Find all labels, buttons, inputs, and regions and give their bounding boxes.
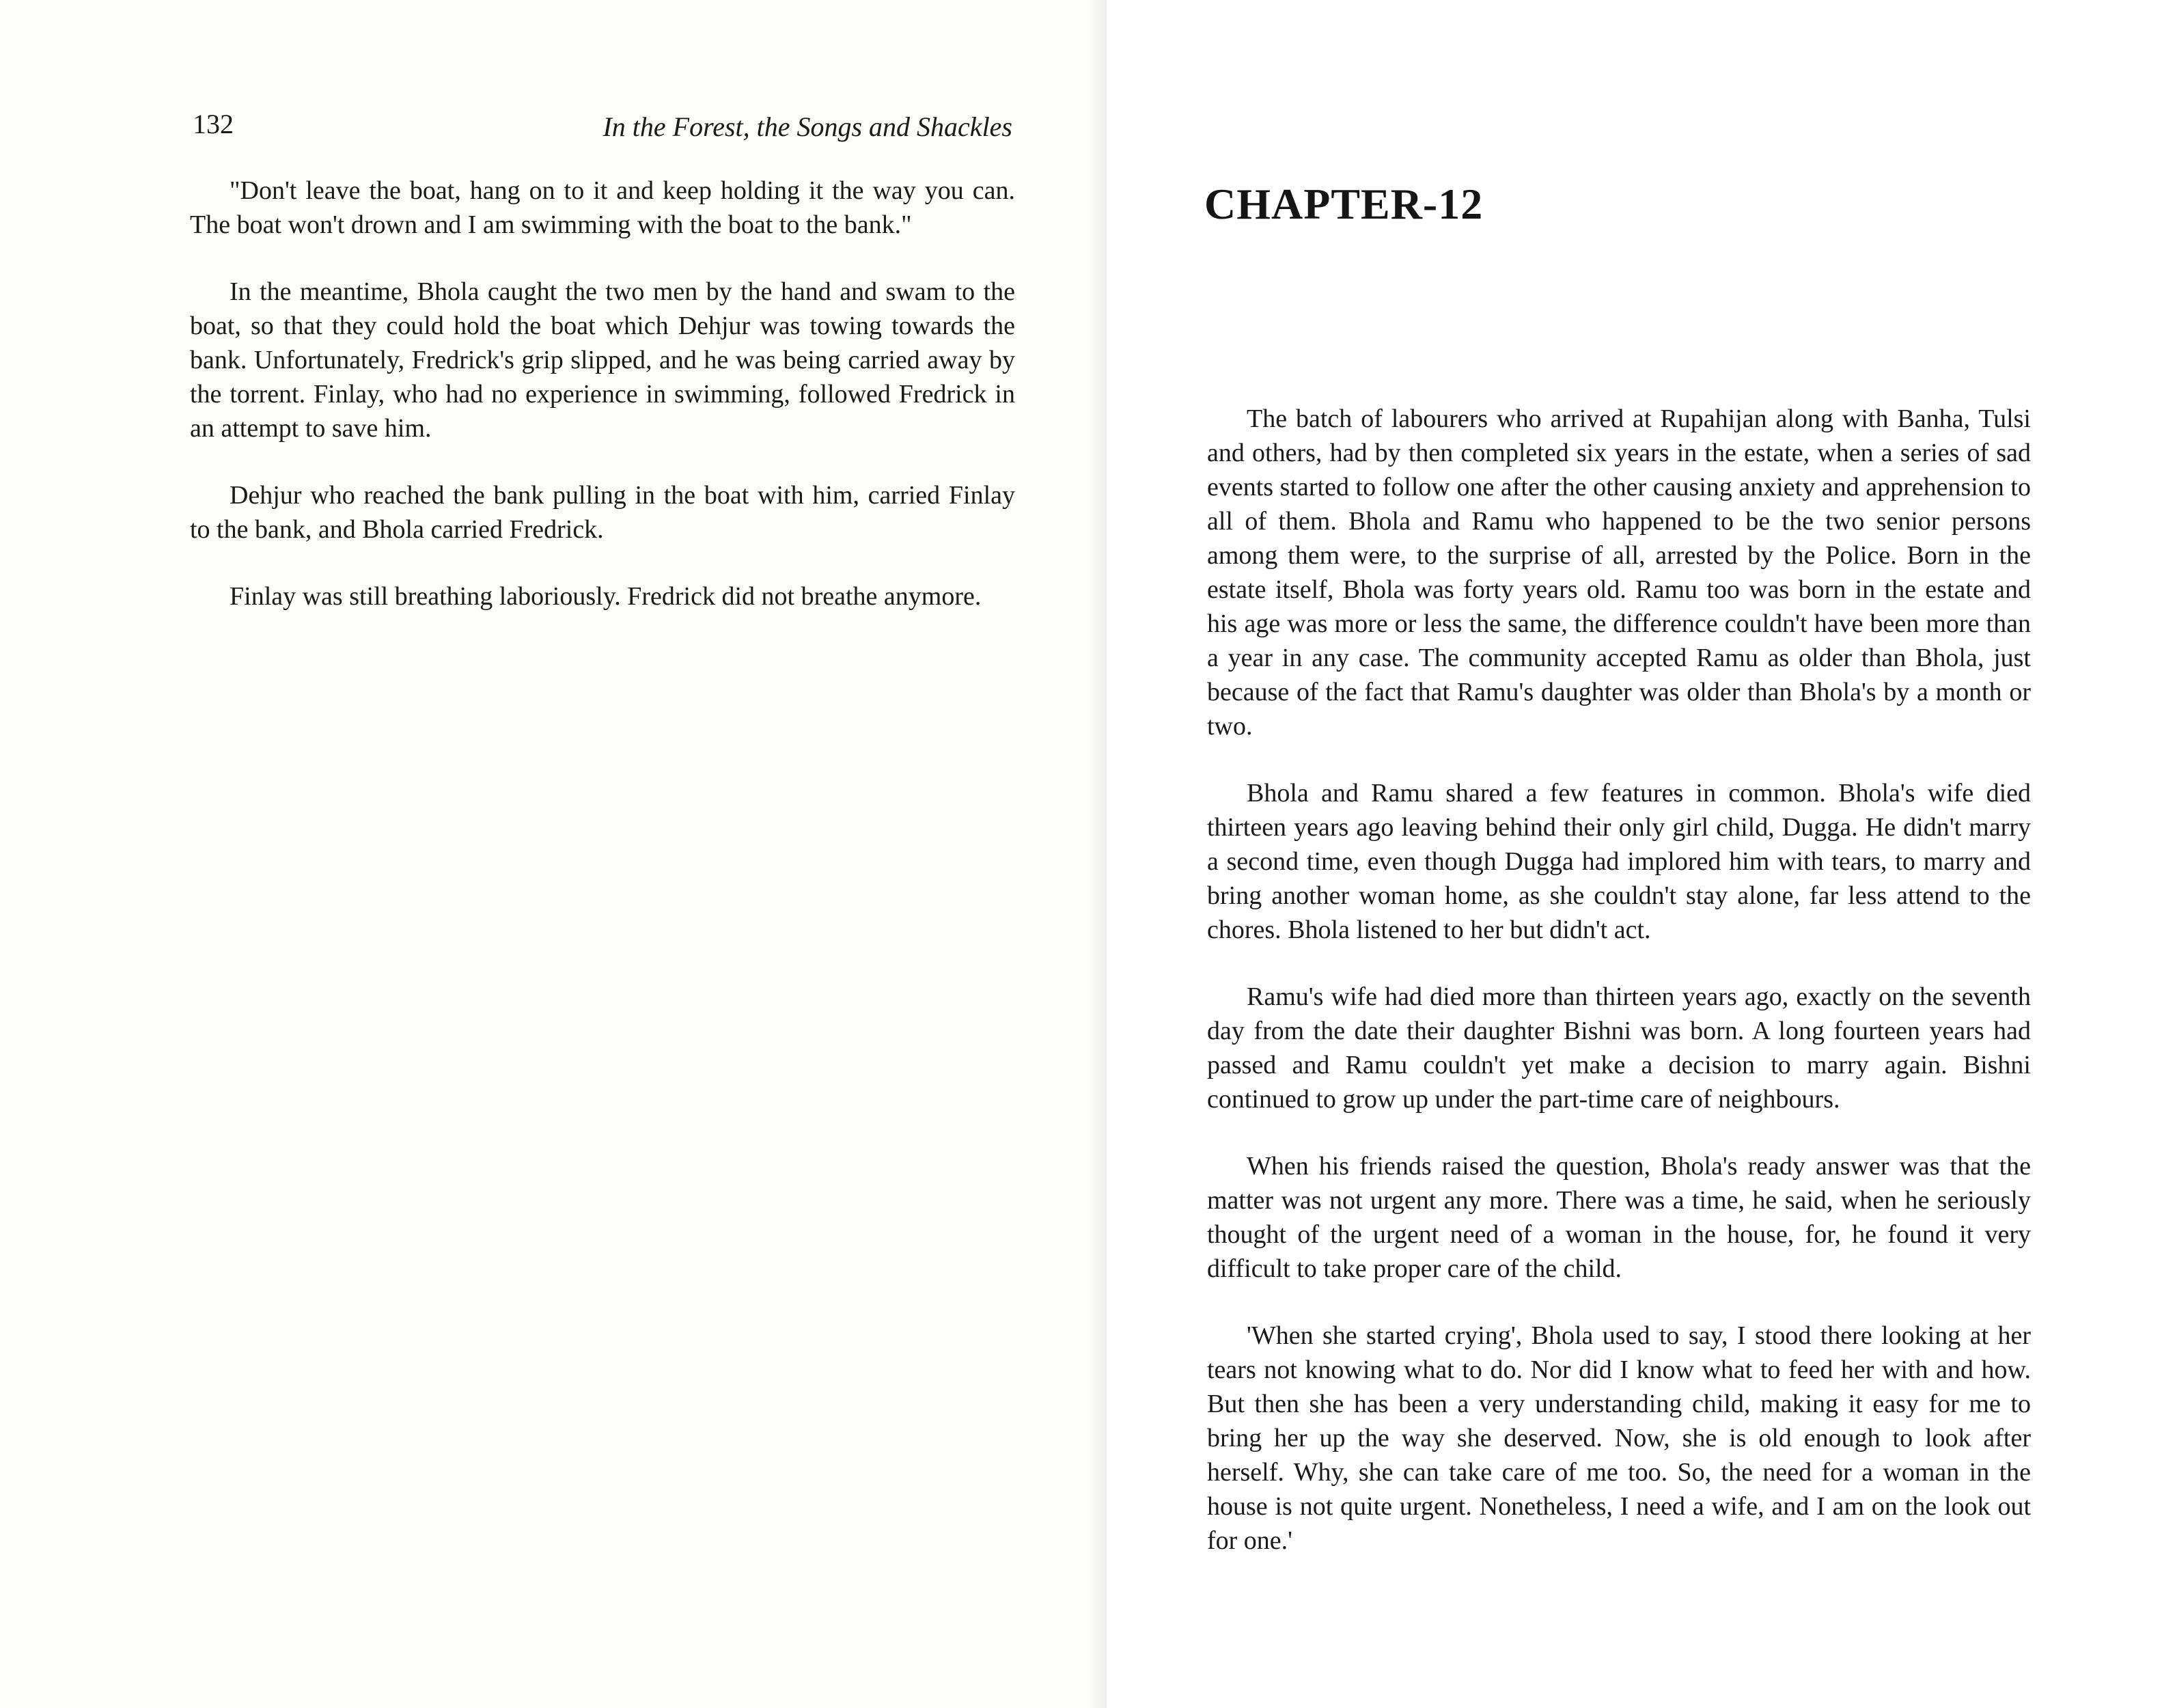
paragraph: "Don't leave the boat, hang on to it and keep holding it the way you can. The boat won't drown and I am swimming with the boat to the bank."	[190, 176, 1015, 239]
paragraph: Ramu's wife had died more than thirteen years ago, exactly on the seventh day from the date their daughter Bishni was born. A long fourteen years had passed and Ramu couldn't yet make a decision to marry again. Bishni continued to grow up under the part-time care of neighbours.	[1207, 982, 2031, 1114]
left-page-body	[190, 174, 1015, 646]
running-head	[193, 108, 1012, 149]
paragraph: In the meantime, Bhola caught the two men by the hand and swam to the boat, so that they could hold the boat which Dehjur was towing towards the bank. Unfortunately, Fredrick's grip slipped, and he was being carried away by the torrent. Finlay, who had no experience in swimming, followed Fredrick in an attempt to save him.	[190, 277, 1015, 443]
running-title: In the Forest, the Songs and Shackles	[602, 111, 1012, 142]
paragraph: 'When she started crying', Bhola used to say, I stood there looking at her tears not knowing what to do. Nor did I know what to feed her with and how. But then she has been a very understanding child, making it easy for me to bring her up the way she deserved. Now, she is old enough to look after herself. Why, she can take care of me too. So, the need for a woman in the house is not quite urgent. Nonetheless, I need a wife, and I am on the look out for one.'	[1207, 1321, 2031, 1555]
right-page-body	[1207, 402, 2031, 1590]
paragraph: Finlay was still breathing laboriously. Fredrick did not breathe anymore.	[230, 582, 982, 611]
chapter-title: CHAPTER-12	[1204, 180, 1484, 228]
paragraph: When his friends raised the question, Bhola's ready answer was that the matter was not urgent any more. There was a time, he said, when he seriously thought of the urgent need of a woman in the house, for, he found it very difficult to take proper care of the child.	[1207, 1152, 2031, 1283]
paragraph: Bhola and Ramu shared a few features in common. Bhola's wife died thirteen years ago leaving behind their only girl child, Dugga. He didn't marry a second time, even though Dugga had implored him with tears, to marry and bring another woman home, as she couldn't stay alone, far less attend to the chores. Bhola listened to her but didn't act.	[1207, 779, 2031, 944]
paragraph: The batch of labourers who arrived at Rupahijan along with Banha, Tulsi and others, had by then completed six years in the estate, when a series of sad events started to follow one after the other causing anxiety and apprehension to all of them. Bhola and Ramu who happened to be the two senior persons among them were, to the surprise of all, arrested by the Police. Born in the estate itself, Bhola was forty years old. Ramu too was born in the estate and his age was more or less the same, the difference couldn't have been more than a year in any case. The community accepted Ramu as older than Bhola, just because of the fact that Ramu's daughter was older than Bhola's by a month or two.	[1207, 404, 2031, 741]
page-number: 132	[193, 109, 234, 139]
paragraph: Dehjur who reached the bank pulling in the boat with him, carried Finlay to the bank, and Bhola carried Fredrick.	[190, 481, 1015, 544]
